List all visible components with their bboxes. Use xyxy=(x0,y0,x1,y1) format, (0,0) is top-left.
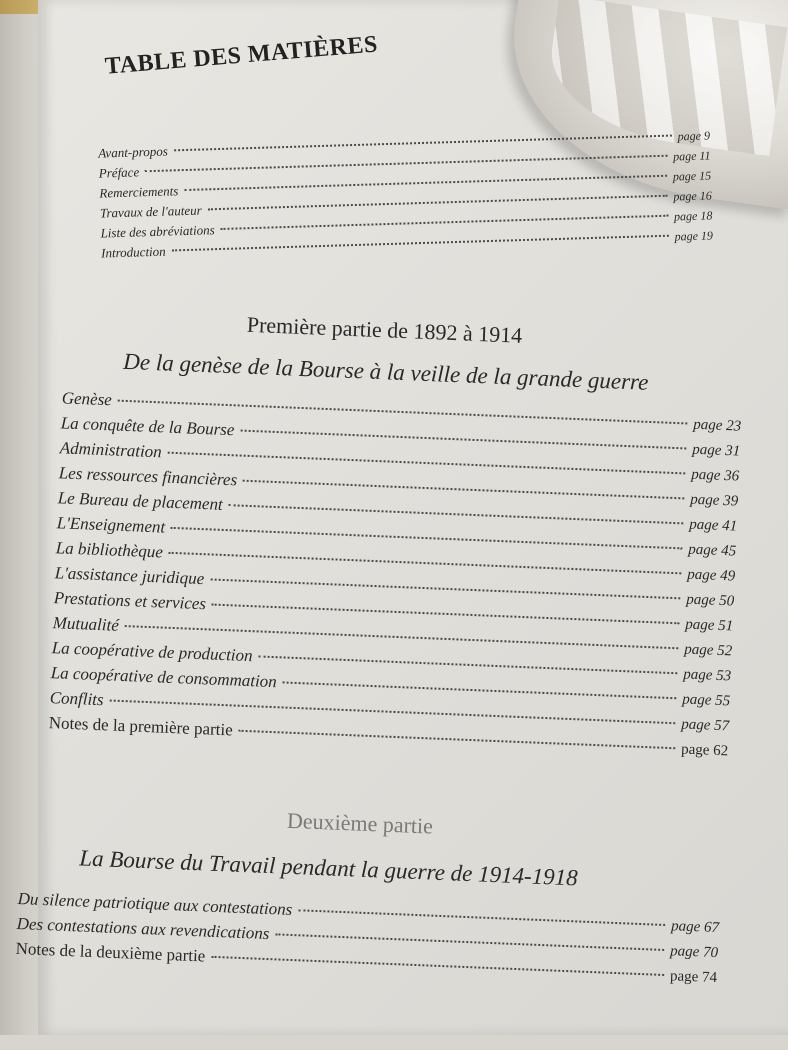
toc-label: Administration xyxy=(59,438,163,462)
toc-label: La coopérative de consommation xyxy=(50,663,278,692)
toc-label: La bibliothèque xyxy=(55,538,164,562)
toc-label: Avant-propos xyxy=(97,143,168,161)
part1-subtitle: De la genèse de la Bourse à la veille de la grande guerre xyxy=(122,348,649,395)
toc-page: page 39 xyxy=(690,491,739,510)
toc-label: Du silence patriotique aux contestations xyxy=(17,888,293,919)
toc-label: Prestations et services xyxy=(53,588,207,614)
toc-page: page 57 xyxy=(680,716,730,735)
toc-page: page 41 xyxy=(689,516,738,535)
toc-page: page 9 xyxy=(677,128,711,144)
part1-list xyxy=(48,388,741,765)
toc-label: Notes de la deuxième partie xyxy=(15,938,206,966)
part2-subtitle: La Bourse du Travail pendant la guerre de 1914-1918 xyxy=(78,845,579,891)
front-matter-list xyxy=(98,127,713,265)
toc-page: page 49 xyxy=(686,566,736,585)
toc-label: La conquête de la Bourse xyxy=(60,413,235,440)
leader-dots xyxy=(174,135,672,152)
toc-label: Conflits xyxy=(49,688,104,710)
toc-page: page 19 xyxy=(674,228,714,244)
toc-page: page 11 xyxy=(672,148,711,164)
toc-label: Remerciements xyxy=(99,183,179,201)
toc-label: Le Bureau de placement xyxy=(57,488,224,514)
toc-page: page 50 xyxy=(685,591,735,610)
toc-page: page 67 xyxy=(670,918,720,937)
toc-page: page 55 xyxy=(681,691,731,710)
toc-page: page 45 xyxy=(687,541,737,560)
toc-label: Liste des abréviations xyxy=(100,222,215,241)
toc-label: Notes de la première partie xyxy=(48,713,234,740)
part2-list xyxy=(15,889,719,992)
toc-page: page 51 xyxy=(684,616,734,635)
part2-title: Deuxième partie xyxy=(286,807,434,839)
toc-page: page 74 xyxy=(669,968,718,987)
toc-page: page 31 xyxy=(692,441,741,460)
toc-label: Préface xyxy=(98,164,140,181)
toc-label: Les ressources financières xyxy=(58,463,238,490)
toc-page: page 62 xyxy=(680,741,729,760)
toc-page: page 70 xyxy=(669,943,719,962)
toc-label: Genèse xyxy=(61,388,113,410)
leader-dots xyxy=(298,909,665,926)
toc-page: page 53 xyxy=(682,666,732,685)
part1-title: Première partie de 1892 à 1914 xyxy=(246,311,523,348)
toc-label: La coopérative de production xyxy=(51,638,253,666)
toc-label: Des contestations aux revendications xyxy=(16,913,270,944)
toc-page: page 52 xyxy=(683,641,733,660)
toc-page: page 36 xyxy=(691,466,740,485)
toc-page: page 23 xyxy=(693,416,742,435)
page-title: TABLE DES MATIÈRES xyxy=(104,31,379,80)
toc-page: page 18 xyxy=(673,208,713,224)
toc-page: page 16 xyxy=(673,188,712,204)
toc-page: page 15 xyxy=(672,168,712,184)
toc-label: Travaux de l'auteur xyxy=(99,202,202,221)
toc-label: Mutualité xyxy=(52,613,120,635)
toc-label: L'assistance juridique xyxy=(54,563,205,589)
toc-label: L'Enseignement xyxy=(56,513,166,537)
toc-label: Introduction xyxy=(100,243,166,261)
